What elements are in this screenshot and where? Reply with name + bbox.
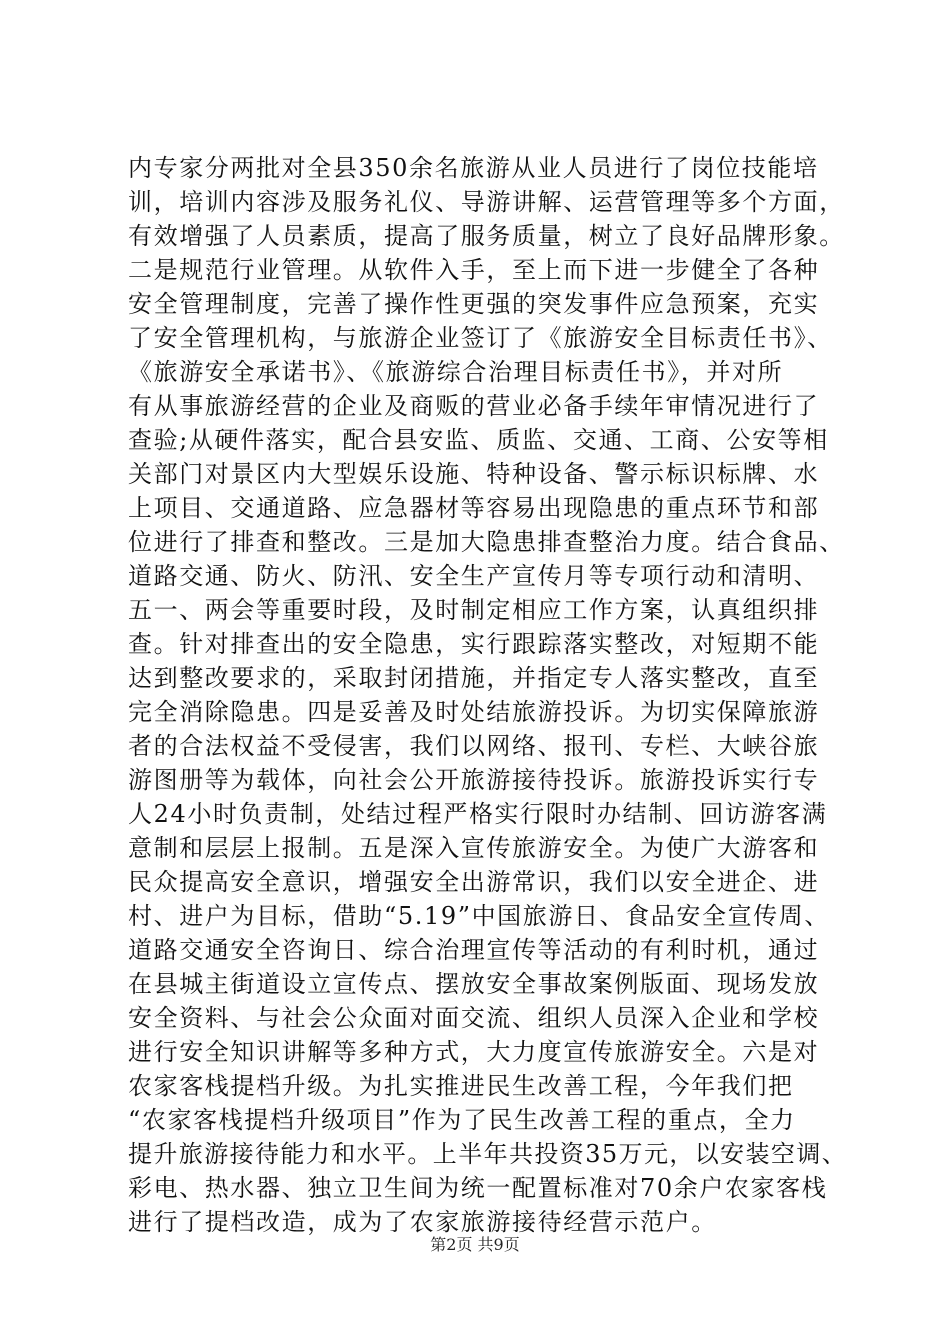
text-line: 安全管理制度，完善了操作性更强的突发事件应急预案，充实	[128, 290, 820, 318]
text-line: 在县城主街道设立宣传点、摆放安全事故案例版面、现场发放	[128, 970, 820, 998]
text-line: 五一、两会等重要时段，及时制定相应工作方案，认真组织排	[128, 596, 820, 624]
text-line: 二是规范行业管理。从软件入手，至上而下进一步健全了各种	[128, 256, 820, 284]
page-number-footer: 第2页 共9页	[430, 1235, 520, 1254]
text-line: 查。针对排查出的安全隐患，实行跟踪落实整改，对短期不能	[128, 630, 820, 658]
text-line: 位进行了排查和整改。三是加大隐患排查整治力度。结合食品、	[128, 528, 845, 556]
text-line: 达到整改要求的，采取封闭措施，并指定专人落实整改，直至	[128, 664, 820, 692]
text-line: 道路交通安全咨询日、综合治理宣传等活动的有利时机，通过	[128, 936, 820, 964]
text-line: 村、进户为目标，借助“5.19”中国旅游日、食品安全宣传周、	[128, 902, 830, 930]
text-line: “农家客栈提档升级项目”作为了民生改善工程的重点，全力	[128, 1106, 796, 1134]
text-line: 农家客栈提档升级。为扎实推进民生改善工程，今年我们把	[128, 1072, 794, 1100]
text-line: 内专家分两批对全县350余名旅游从业人员进行了岗位技能培	[128, 154, 819, 182]
text-line: 完全消除隐患。四是妥善及时处结旅游投诉。为切实保障旅游	[128, 698, 820, 726]
body-text	[128, 151, 848, 1239]
text-line: 道路交通、防火、防汛、安全生产宣传月等专项行动和清明、	[128, 562, 820, 590]
text-line: 有效增强了人员素质，提高了服务质量，树立了良好品牌形象。	[128, 222, 845, 250]
text-line: 查验;从硬件落实，配合县安监、质监、交通、工商、公安等相	[128, 426, 829, 454]
text-line: 提升旅游接待能力和水平。上半年共投资35万元，以安装空调、	[128, 1140, 848, 1168]
text-line: 有从事旅游经营的企业及商贩的营业必备手续年审情况进行了	[128, 392, 820, 420]
text-line: 人24小时负责制，处结过程严格实行限时办结制、回访游客满	[128, 800, 828, 828]
text-line: 游图册等为载体，向社会公开旅游接待投诉。旅游投诉实行专	[128, 766, 820, 794]
text-line: 了安全管理机构，与旅游企业签订了《旅游安全目标责任书》、	[128, 324, 833, 352]
text-line: 民众提高安全意识，增强安全出游常识，我们以安全进企、进	[128, 868, 820, 896]
text-line: 进行了提档改造，成为了农家旅游接待经营示范户。	[128, 1208, 717, 1236]
text-line: 者的合法权益不受侵害，我们以网络、报刊、专栏、大峡谷旅	[128, 732, 820, 760]
text-line: 关部门对景区内大型娱乐设施、特种设备、警示标识标牌、水	[128, 460, 820, 488]
text-line: 上项目、交通道路、应急器材等容易出现隐患的重点环节和部	[128, 494, 820, 522]
text-line: 进行安全知识讲解等多种方式，大力度宣传旅游安全。六是对	[128, 1038, 820, 1066]
text-line: 《旅游安全承诺书》、《旅游综合治理目标责任书》，并对所	[128, 358, 784, 386]
text-line: 彩电、热水器、独立卫生间为统一配置标准对70余户农家客栈	[128, 1174, 828, 1202]
text-line: 意制和层层上报制。五是深入宣传旅游安全。为使广大游客和	[128, 834, 820, 862]
text-line: 安全资料、与社会公众面对面交流、组织人员深入企业和学校	[128, 1004, 820, 1032]
text-line: 训，培训内容涉及服务礼仪、导游讲解、运营管理等多个方面，	[128, 188, 845, 216]
